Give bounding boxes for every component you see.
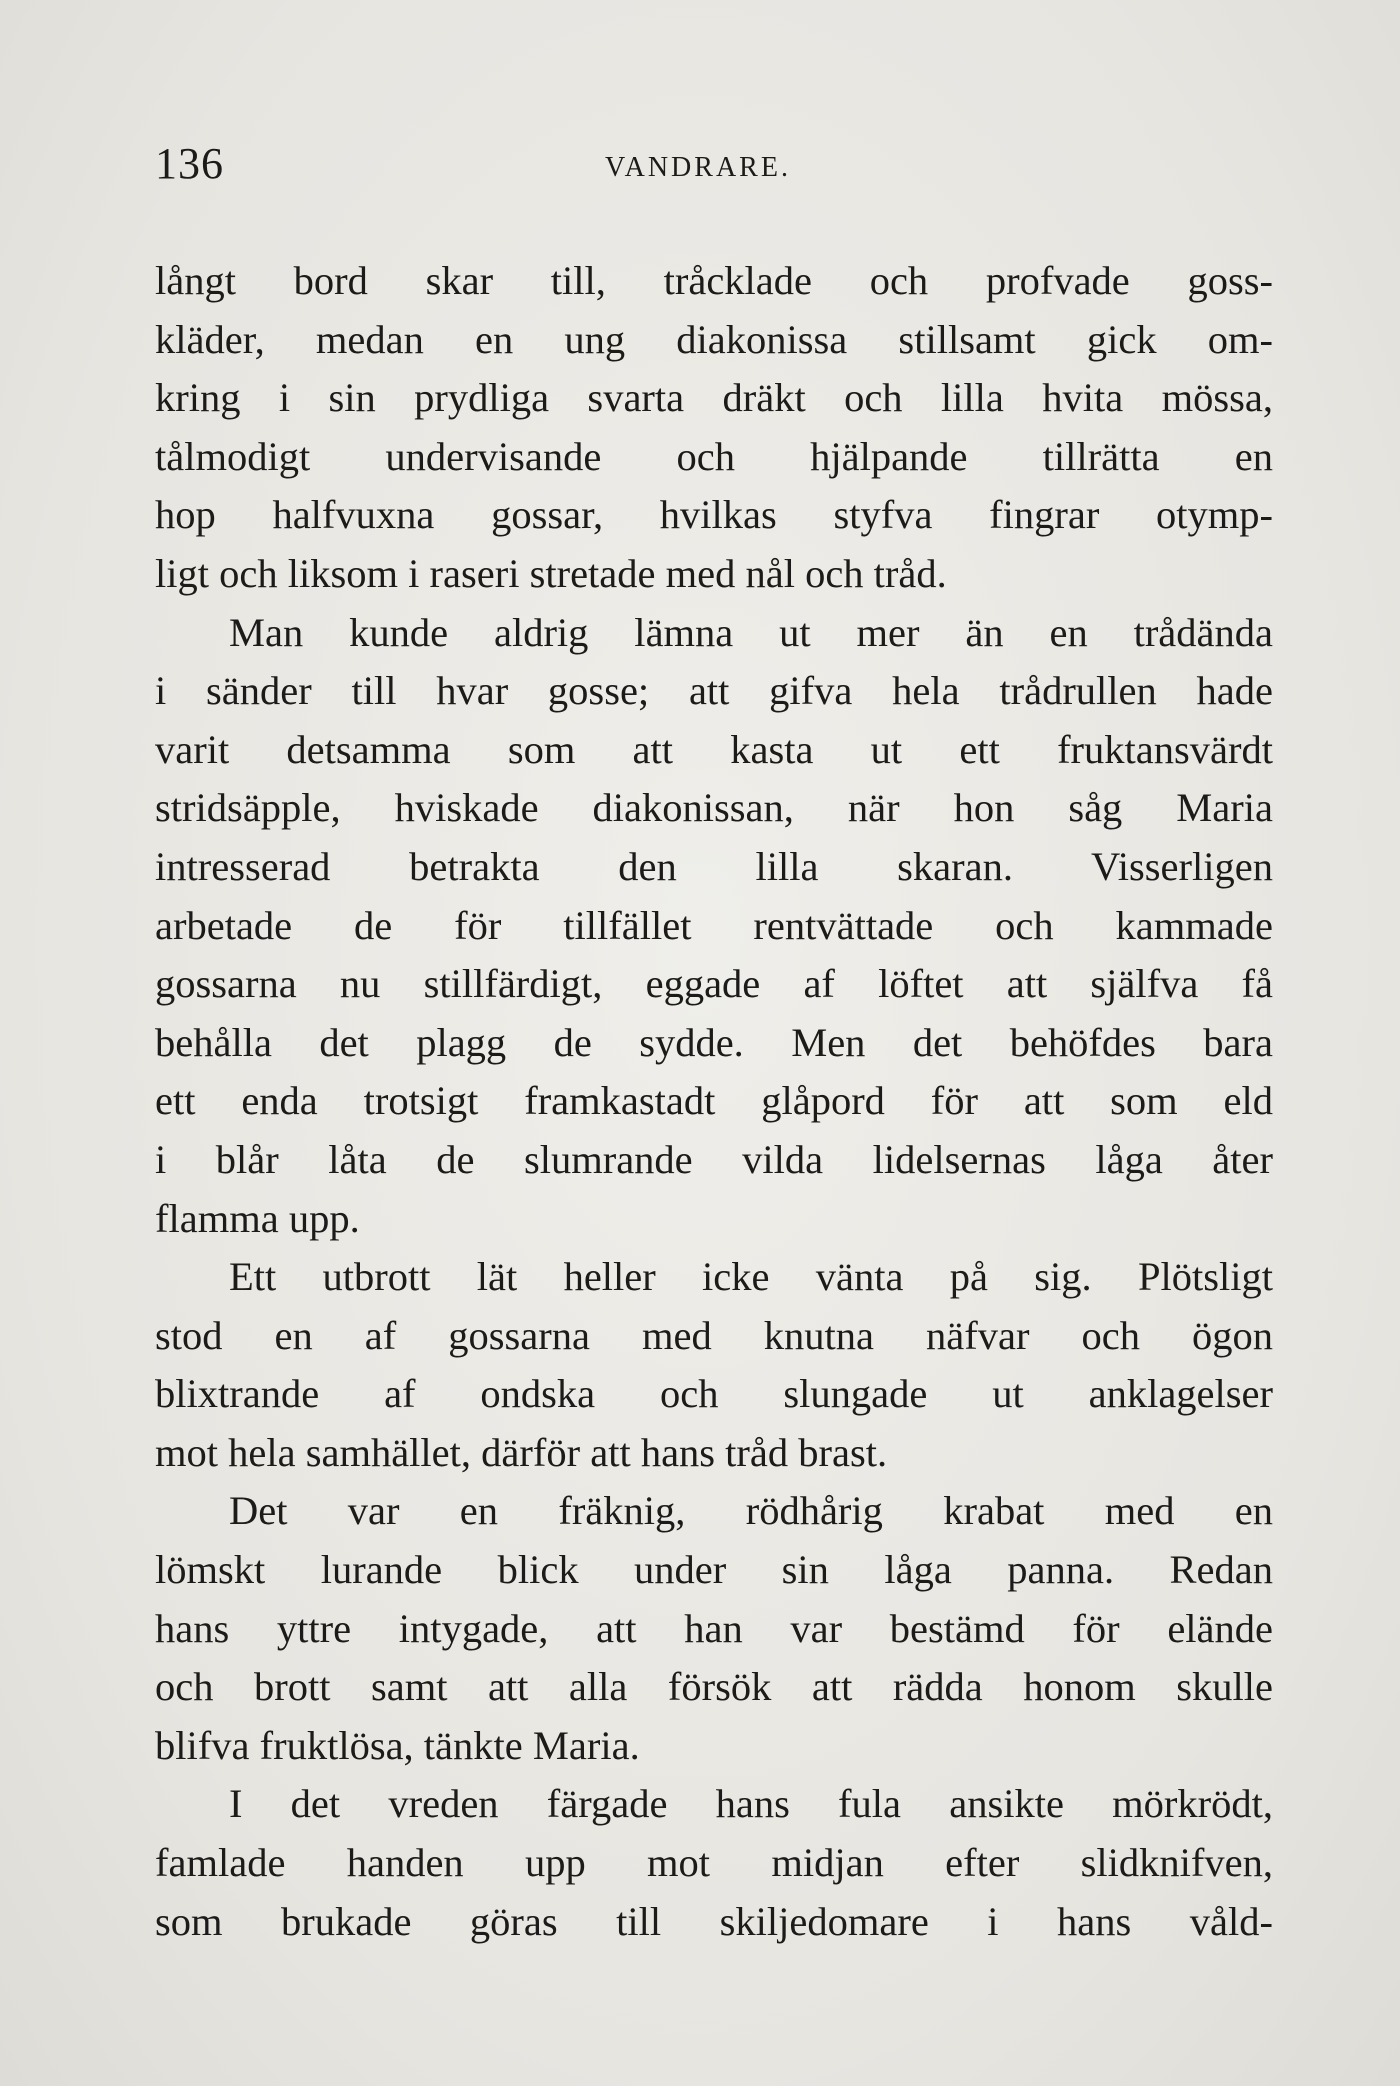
text-line: behålla det plagg de sydde. Men det behöfdes bara [155,1019,1273,1065]
text-line: hans yttre intygade, att han var bestämd för elände [155,1605,1273,1651]
running-head: VANDRARE. [605,152,791,183]
text-line: och brott samt att alla försök att rädda honom skulle [155,1664,1273,1710]
text-line: blifva fruktlösa, tänkte Maria. [155,1722,640,1768]
text-line: Det var en fräknig, rödhårig krabat med en [229,1488,1273,1534]
text-line: stod en af gossarna med knutna näfvar och ögon [155,1312,1273,1358]
text-line: Man kunde aldrig lämna ut mer än en trådända [229,609,1273,655]
text-line: stridsäpple, hviskade diakonissan, när hon såg Maria [155,785,1273,831]
text-line: långt bord skar till, tråcklade och profvade goss- [155,258,1273,303]
text-line: gossarna nu stillfärdigt, eggade af löftet att själfva få [155,961,1273,1007]
text-line: kläder, medan en ung diakonissa stillsamt gick om- [155,316,1273,362]
text-line: ligt och liksom i raseri stretade med nål och tråd. [155,550,947,596]
text-line: som brukade göras till skiljedomare i hans våld- [155,1898,1273,1944]
text-line: Ett utbrott lät heller icke vänta på sig. Plötsligt [229,1254,1273,1300]
text-line: lömskt lurande blick under sin låga panna. Redan [155,1547,1273,1593]
text-line: kring i sin prydliga svarta dräkt och lilla hvita mössa, [155,375,1273,421]
text-line: blixtrande af ondska och slungade ut anklagelser [155,1371,1273,1417]
page-number: 136 [155,139,224,188]
text-line: intresserad betrakta den lilla skaran. Visserligen [155,843,1273,889]
text-line: tålmodigt undervisande och hjälpande tillrätta en [155,433,1273,479]
text-line: famlade handen upp mot midjan efter slidknifven, [155,1840,1273,1886]
text-line: i blår låta de slumrande vilda lidelsernas låga åter [155,1136,1273,1182]
text-line: mot hela samhället, därför att hans tråd brast. [155,1429,888,1475]
body-text [155,252,1273,1951]
text-line: arbetade de för tillfället rentvättade och kammade [155,902,1273,948]
page-header [155,138,1273,198]
text-line: i sänder till hvar gosse; att gifva hela trådrullen hade [155,668,1273,714]
text-line: I det vreden färgade hans fula ansikte mörkrödt, [229,1781,1273,1827]
text-line: ett enda trotsigt framkastadt glåpord för att som eld [155,1078,1273,1124]
text-line: flamma upp. [155,1195,360,1241]
text-line: varit detsamma som att kasta ut ett fruktansvärdt [155,726,1273,772]
text-line: hop halfvuxna gossar, hvilkas styfva fingrar otymp- [155,492,1273,538]
